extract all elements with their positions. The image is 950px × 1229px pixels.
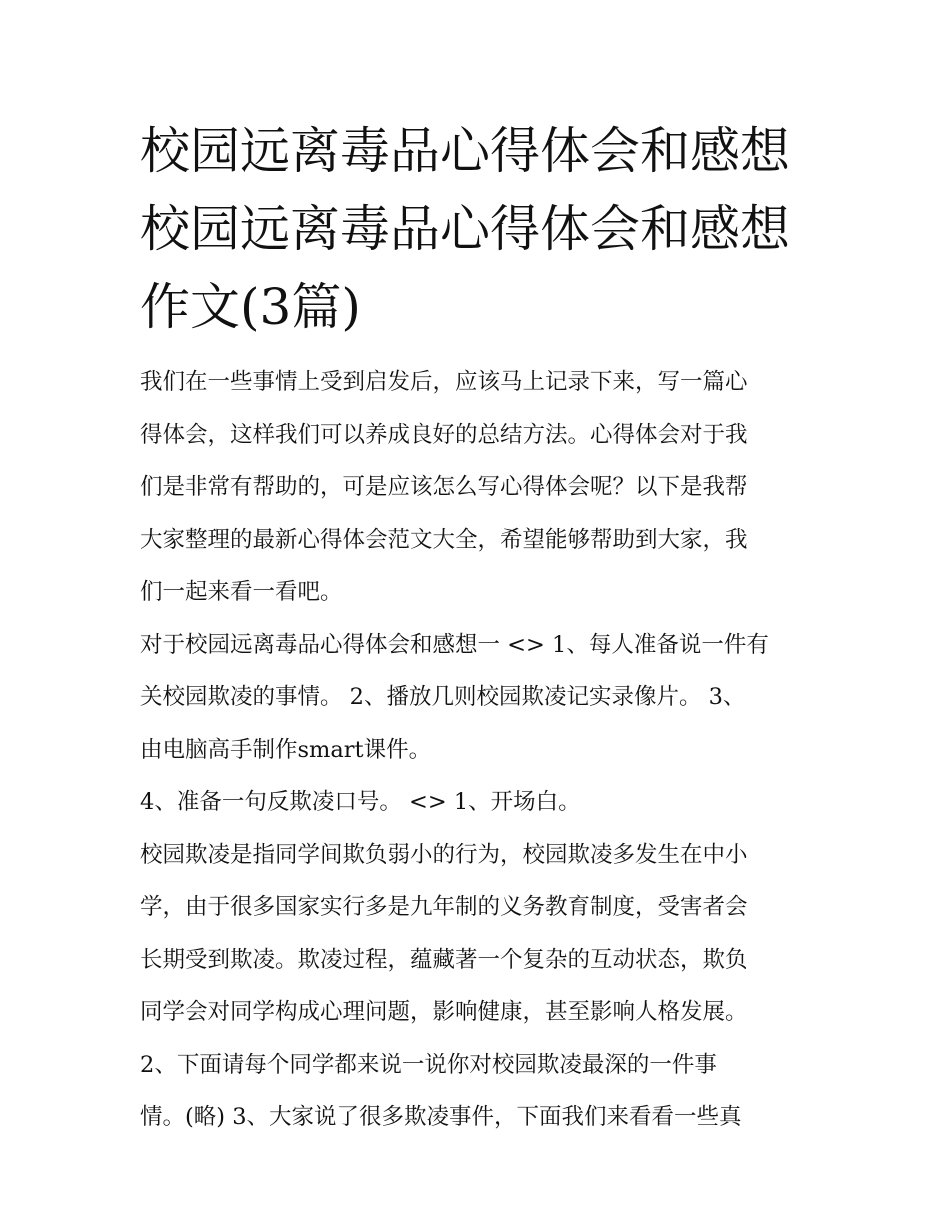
discussion-paragraph — [140, 1039, 830, 1144]
preparation-paragraph — [140, 619, 830, 777]
text-line: 我们在一些事情上受到启发后，应该马上记录下来，写一篇心 — [140, 369, 748, 395]
document-title — [140, 112, 830, 346]
text-line: 校园欺凌是指同学间欺负弱小的行为，校园欺凌多发生在中小 — [140, 841, 748, 868]
intro-paragraph — [140, 356, 830, 619]
text-line: 得体会，这样我们可以养成良好的总结方法。心得体会对于我 — [140, 421, 748, 448]
title-line: 作文(3篇) — [140, 278, 361, 336]
text-line: 由电脑高手制作smart课件。 — [140, 736, 432, 763]
title-line: 校园远离毒品心得体会和感想 — [140, 200, 790, 258]
definition-paragraph — [140, 829, 830, 1039]
text-line: 对于校园远离毒品心得体会和感想一 <> 1、每人准备说一件有 — [140, 631, 769, 658]
text-line: 同学会对同学构成心理问题，影响健康，甚至影响人格发展。 — [140, 999, 748, 1025]
text-line: 长期受到欺凌。欺凌过程，蕴藏著一个复杂的互动状态，欺负 — [140, 946, 748, 973]
text-line: 2、下面请每个同学都来说一说你对校园欺凌最深的一件事 — [140, 1051, 717, 1078]
text-line: 情。(略) 3、大家说了很多欺凌事件，下面我们来看看一些真 — [140, 1104, 742, 1130]
document-body — [140, 356, 830, 1144]
text-line: 大家整理的最新心得体会范文大全，希望能够帮助到大家，我 — [140, 526, 748, 553]
slogan-paragraph — [140, 776, 830, 829]
text-line: 学，由于很多国家实行多是九年制的义务教育制度，受害者会 — [140, 894, 748, 920]
text-line: 4、准备一句反欺凌口号。 <> 1、开场白。 — [140, 789, 581, 815]
text-line: 们一起来看一看吧。 — [140, 579, 343, 605]
text-line: 们是非常有帮助的，可是应该怎么写心得体会呢？以下是我帮 — [140, 474, 748, 500]
title-line: 校园远离毒品心得体会和感想 — [140, 122, 790, 180]
text-line: 关校园欺凌的事情。 2、播放几则校园欺凌记实录像片。 3、 — [140, 684, 746, 710]
